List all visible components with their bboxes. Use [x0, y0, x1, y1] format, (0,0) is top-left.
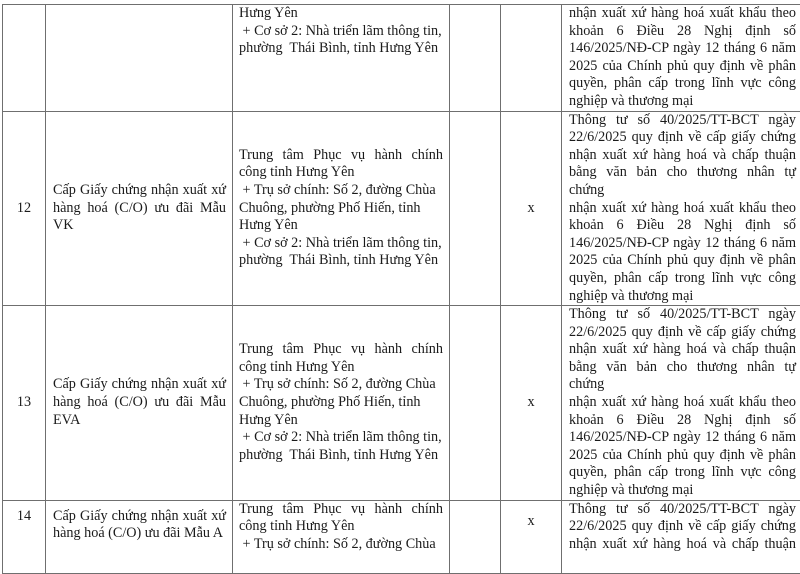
place-line: Hưng Yên	[239, 217, 443, 235]
legal-line: nghiệp và thương mại	[569, 93, 796, 111]
legal-basis-cell	[562, 306, 800, 501]
legal-line: nghiệp và thương mại	[569, 482, 796, 500]
procedure-name-cell: Cấp Giấy chứng nhận xuất xứ hàng hoá (C/O) ưu đãi Mẫu EVA	[46, 306, 233, 501]
procedure-name-cell: Cấp Giấy chứng nhận xuất xứ hàng hoá (C/O) ưu đãi Mẫu A	[46, 500, 233, 573]
legal-line: bằng văn bản cho thương nhân tự chứng	[569, 164, 796, 199]
table-row	[3, 500, 800, 573]
place-line: Chuông, phường Phố Hiến, tỉnh	[239, 200, 443, 218]
legal-line: khoản 6 Điều 28 Nghị định số	[569, 23, 796, 41]
stt-cell: 13	[3, 306, 46, 501]
mark-cell-level-3	[450, 5, 501, 112]
legal-line: Thông tư số 40/2025/TT-BCT ngày	[569, 112, 796, 130]
mark-cell-level-4	[501, 5, 562, 112]
procedures-table	[2, 4, 800, 574]
legal-line: nhận xuất xứ hàng hoá và chấp thuận	[569, 536, 796, 554]
mark-cell-level-4: x	[501, 500, 562, 573]
procedure-name-cell	[46, 5, 233, 112]
legal-line: nghiệp và thương mại	[569, 288, 796, 306]
legal-basis-cell	[562, 500, 800, 573]
place-line: Hưng Yên	[239, 5, 443, 23]
place-line: phường Thái Bình, tỉnh Hưng Yên	[239, 40, 443, 58]
stt-cell: 12	[3, 111, 46, 306]
place-cell	[233, 5, 450, 112]
mark-cell-level-3	[450, 306, 501, 501]
legal-line: bằng văn bản cho thương nhân tự chứng	[569, 359, 796, 394]
place-line: phường Thái Bình, tỉnh Hưng Yên	[239, 447, 443, 465]
legal-line: quyền, phân cấp trong lĩnh vực công	[569, 75, 796, 93]
legal-line: 22/6/2025 quy định về cấp giấy chứng	[569, 518, 796, 536]
place-line: Chuông, phường Phố Hiến, tỉnh	[239, 394, 443, 412]
place-line: Trung tâm Phục vụ hành chính	[239, 341, 443, 359]
legal-line: Thông tư số 40/2025/TT-BCT ngày	[569, 501, 796, 519]
place-line: + Cơ sở 2: Nhà triển lãm thông tin,	[239, 429, 443, 447]
place-cell	[233, 306, 450, 501]
mark-cell-level-4: x	[501, 306, 562, 501]
mark-cell-level-3	[450, 111, 501, 306]
procedure-name-cell: Cấp Giấy chứng nhận xuất xứ hàng hoá (C/O) ưu đãi Mẫu VK	[46, 111, 233, 306]
mark-cell-level-3	[450, 500, 501, 573]
legal-line: nhận xuất xứ hàng hoá và chấp thuận	[569, 147, 796, 165]
legal-basis-cell	[562, 111, 800, 306]
legal-line: quyền, phân cấp trong lĩnh vực công	[569, 464, 796, 482]
legal-line: 22/6/2025 quy định về cấp giấy chứng	[569, 129, 796, 147]
place-line: Trung tâm Phục vụ hành chính	[239, 501, 443, 519]
legal-line: khoản 6 Điều 28 Nghị định số	[569, 217, 796, 235]
place-line: + Trụ sở chính: Số 2, đường Chùa	[239, 182, 443, 200]
table-row	[3, 306, 800, 501]
legal-line: nhận xuất xứ hàng hoá xuất khẩu theo	[569, 200, 796, 218]
place-line: Trung tâm Phục vụ hành chính	[239, 147, 443, 165]
legal-line: nhận xuất xứ hàng hoá và chấp thuận	[569, 341, 796, 359]
legal-line: khoản 6 Điều 28 Nghị định số	[569, 412, 796, 430]
legal-line: 22/6/2025 quy định về cấp giấy chứng	[569, 324, 796, 342]
legal-line: nhận xuất xứ hàng hoá xuất khẩu theo	[569, 394, 796, 412]
table-row	[3, 5, 800, 112]
place-line: công tỉnh Hưng Yên	[239, 164, 443, 182]
legal-line: 2025 của Chính phủ quy định về phân	[569, 447, 796, 465]
place-line: công tỉnh Hưng Yên	[239, 518, 443, 536]
stt-cell	[3, 5, 46, 112]
place-line: Hưng Yên	[239, 412, 443, 430]
place-line: công tỉnh Hưng Yên	[239, 359, 443, 377]
stt-cell: 14	[3, 500, 46, 573]
place-line: + Trụ sở chính: Số 2, đường Chùa	[239, 536, 443, 554]
legal-line: 146/2025/NĐ-CP ngày 12 tháng 6 năm	[569, 235, 796, 253]
table-row	[3, 111, 800, 306]
legal-line: 2025 của Chính phủ quy định về phân	[569, 252, 796, 270]
place-line: + Cơ sở 2: Nhà triển lãm thông tin,	[239, 235, 443, 253]
place-cell	[233, 111, 450, 306]
place-cell	[233, 500, 450, 573]
legal-basis-cell	[562, 5, 800, 112]
mark-cell-level-4: x	[501, 111, 562, 306]
legal-line: quyền, phân cấp trong lĩnh vực công	[569, 270, 796, 288]
legal-line: 2025 của Chính phủ quy định về phân	[569, 58, 796, 76]
place-line: + Cơ sở 2: Nhà triển lãm thông tin,	[239, 23, 443, 41]
place-line: phường Thái Bình, tỉnh Hưng Yên	[239, 252, 443, 270]
legal-line: nhận xuất xứ hàng hoá xuất khẩu theo	[569, 5, 796, 23]
legal-line: 146/2025/NĐ-CP ngày 12 tháng 6 năm	[569, 429, 796, 447]
legal-line: 146/2025/NĐ-CP ngày 12 tháng 6 năm	[569, 40, 796, 58]
legal-line: Thông tư số 40/2025/TT-BCT ngày	[569, 306, 796, 324]
place-line: + Trụ sở chính: Số 2, đường Chùa	[239, 376, 443, 394]
